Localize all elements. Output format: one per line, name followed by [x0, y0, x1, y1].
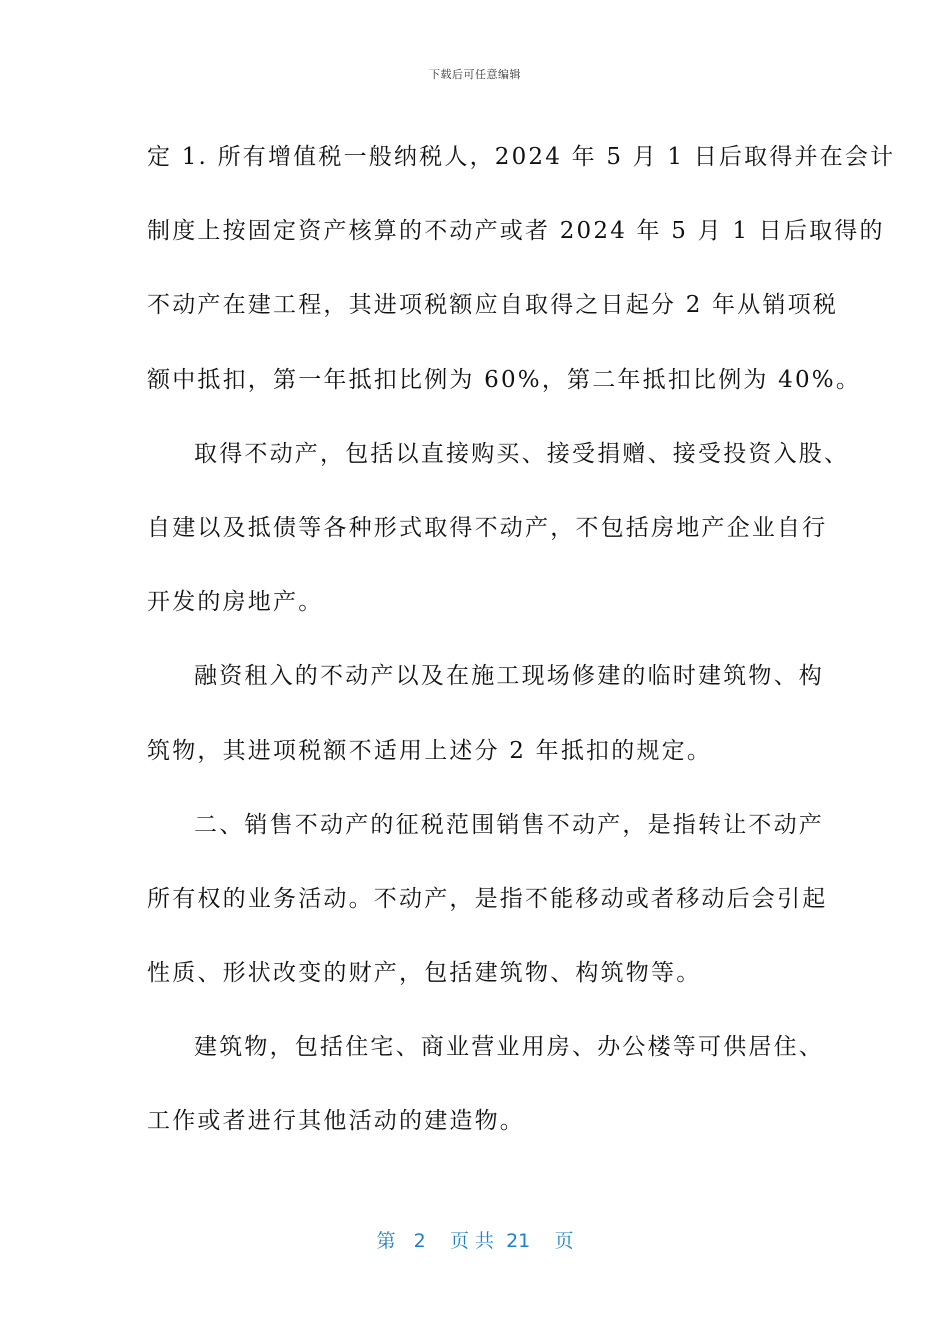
paragraph-3	[147, 639, 824, 787]
page-footer	[0, 1226, 950, 1253]
footer-prefix: 第	[376, 1230, 396, 1252]
paragraph-line: 不动产在建工程，其进项税额应自取得之日起分 2 年从销项税	[147, 292, 839, 319]
footer-suffix: 页	[554, 1230, 574, 1252]
paragraph-line: 制度上按固定资产核算的不动产或者 2024 年 5 月 1 日后取得的	[147, 218, 885, 245]
paragraph-1	[147, 120, 896, 417]
page-header: 下载后可任意编辑	[429, 68, 521, 81]
paragraph-line: 融资租入的不动产以及在施工现场修建的临时建筑物、构	[194, 663, 824, 690]
paragraph-line: 工作或者进行其他活动的建造物。	[147, 1108, 525, 1135]
document-body	[147, 120, 896, 1159]
paragraph-line: 筑物，其进项税额不适用上述分 2 年抵扣的规定。	[147, 737, 713, 764]
paragraph-line: 自建以及抵债等各种形式取得不动产，不包括房地产企业自行	[147, 514, 828, 541]
paragraph-line: 建筑物，包括住宅、商业营业用房、办公楼等可供居住、	[194, 1034, 824, 1061]
paragraph-line: 所有权的业务活动。不动产，是指不能移动或者移动后会引起	[147, 885, 828, 912]
paragraph-5	[147, 1010, 824, 1158]
paragraph-line: 定 1. 所有增值税一般纳税人，2024 年 5 月 1 日后取得并在会计	[147, 144, 896, 170]
paragraph-4	[147, 788, 828, 1011]
paragraph-line: 开发的房地产。	[147, 589, 324, 616]
paragraph-line: 二、销售不动产的征税范围销售不动产，是指转让不动产	[194, 811, 824, 838]
footer-middle: 页 共	[449, 1230, 494, 1252]
current-page-number: 2	[413, 1230, 426, 1252]
paragraph-line: 取得不动产，包括以直接购买、接受捐赠、接受投资入股、	[194, 440, 850, 467]
paragraph-line: 性质、形状改变的财产，包括建筑物、构筑物等。	[147, 960, 702, 987]
paragraph-line: 额中抵扣，第一年抵扣比例为 60%，第二年抵扣比例为 40%。	[147, 366, 862, 393]
paragraph-2	[147, 417, 850, 640]
total-pages-number: 21	[506, 1230, 531, 1252]
